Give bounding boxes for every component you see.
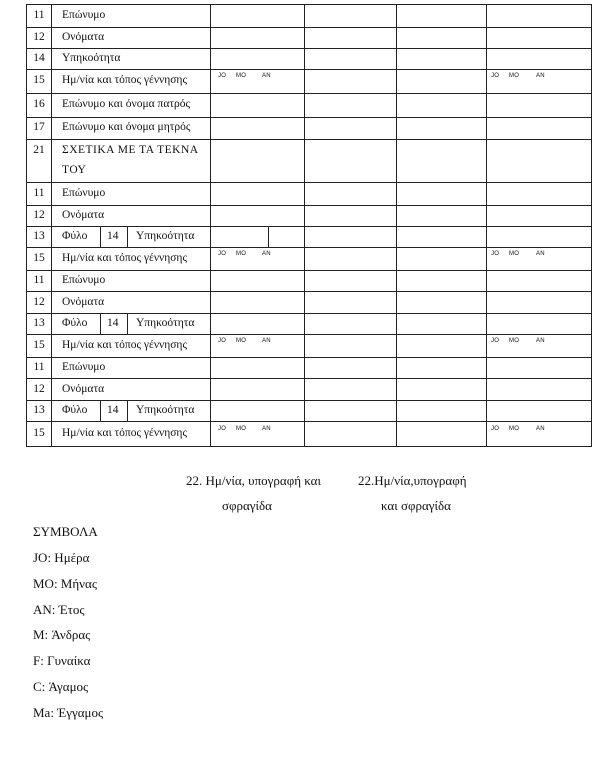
date-year-label: AN [536,251,545,257]
child-sex-label: Φύλο [62,317,88,329]
row-number: 13 [33,317,45,329]
row-number: 21 [33,144,45,156]
row-number: 11 [33,274,45,286]
legend-item-female: F: Γυναίκα [33,653,91,668]
legend-item-married: Ma: Έγγαμος [33,705,104,720]
row-label-nationality: Υπηκοότητα [62,52,121,64]
row-number: 16 [33,98,45,110]
row-number: 12 [33,31,45,43]
legend-item-single: C: Άγαμος [33,679,89,694]
date-year-label: AN [262,426,271,432]
date-day-label: JO [218,426,227,432]
row-number: 15 [33,74,45,86]
date-month-label: MO [236,251,247,257]
child-nationality-label: Υπηκοότητα [136,317,195,329]
row-label-surname: Επώνυμο [62,9,106,21]
legend-item-day: JO: Ημέρα [33,550,90,565]
row-number: 11 [33,361,45,373]
child-sex-label: Φύλο [62,230,88,242]
row-label-birth: Ημ/νία και τόπος γέννησης [62,74,187,86]
row-number: 12 [33,209,45,221]
date-year-label: AN [536,426,545,432]
date-day-label: JO [491,73,500,79]
row-number: 13 [33,230,45,242]
date-day-label: JO [218,73,227,79]
date-year-label: AN [262,251,271,257]
date-year-label: AN [262,338,271,344]
section-heading-children: ΣΧΕΤΙΚΑ ΜΕ ΤΑ ΤΕΚΝΑ [62,144,199,156]
row-label-father-name: Επώνυμο και όνομα πατρός [62,98,191,110]
date-day-label: JO [218,251,227,257]
row-number: 12 [33,296,45,308]
legend-item-male: M: Άνδρας [33,627,91,642]
date-month-label: MO [236,338,247,344]
row-number: 15 [33,339,45,351]
date-month-label: MO [509,73,520,79]
child-birth-label: Ημ/νία και τόπος γέννησης [62,339,187,351]
row-number: 13 [33,404,45,416]
date-year-label: AN [536,73,545,79]
child-surname-label: Επώνυμο [62,187,106,199]
signature-label-right-line2: και σφραγίδα [381,498,451,513]
child-birth-label: Ημ/νία και τόπος γέννησης [62,427,187,439]
date-day-label: JO [491,338,500,344]
row-label-mother-name: Επώνυμο και όνομα μητρός [62,121,191,133]
child-nationality-label: Υπηκοότητα [136,230,195,242]
legend-title: ΣΥΜΒΟΛΑ [33,524,98,539]
date-month-label: MO [509,426,520,432]
legend-item-year: AN: Έτος [33,602,85,617]
date-day-label: JO [491,251,500,257]
row-number: 12 [33,383,45,395]
child-surname-label: Επώνυμο [62,361,106,373]
row-number: 15 [33,252,45,264]
row-number: 15 [33,427,45,439]
row-number: 11 [33,187,45,199]
row-number: 17 [33,121,45,133]
date-year-label: AN [262,73,271,79]
child-names-label: Ονόματα [62,383,105,395]
date-month-label: MO [236,426,247,432]
signature-label-left: 22. Ημ/νία, υπογραφή και [186,473,321,488]
signature-label-left-line2: σφραγίδα [222,498,272,513]
child-nationality-label: Υπηκοότητα [136,404,195,416]
row-label-names: Ονόματα [62,31,105,43]
child-names-label: Ονόματα [62,296,105,308]
date-day-label: JO [218,338,227,344]
child-birth-label: Ημ/νία και τόπος γέννησης [62,252,187,264]
date-year-label: AN [536,338,545,344]
child-names-label: Ονόματα [62,209,105,221]
legend-item-month: MO: Μήνας [33,576,98,591]
section-heading-children-line2: ΤΟΥ [62,164,87,176]
row-number: 14 [107,317,119,329]
row-number: 11 [33,9,45,21]
child-surname-label: Επώνυμο [62,274,106,286]
row-number: 14 [107,404,119,416]
row-number: 14 [107,230,119,242]
date-month-label: MO [236,73,247,79]
signature-label-right: 22.Ημ/νία,υπογραφή [358,473,467,488]
date-month-label: MO [509,338,520,344]
child-sex-label: Φύλο [62,404,88,416]
row-number: 14 [33,52,45,64]
date-day-label: JO [491,426,500,432]
date-month-label: MO [509,251,520,257]
